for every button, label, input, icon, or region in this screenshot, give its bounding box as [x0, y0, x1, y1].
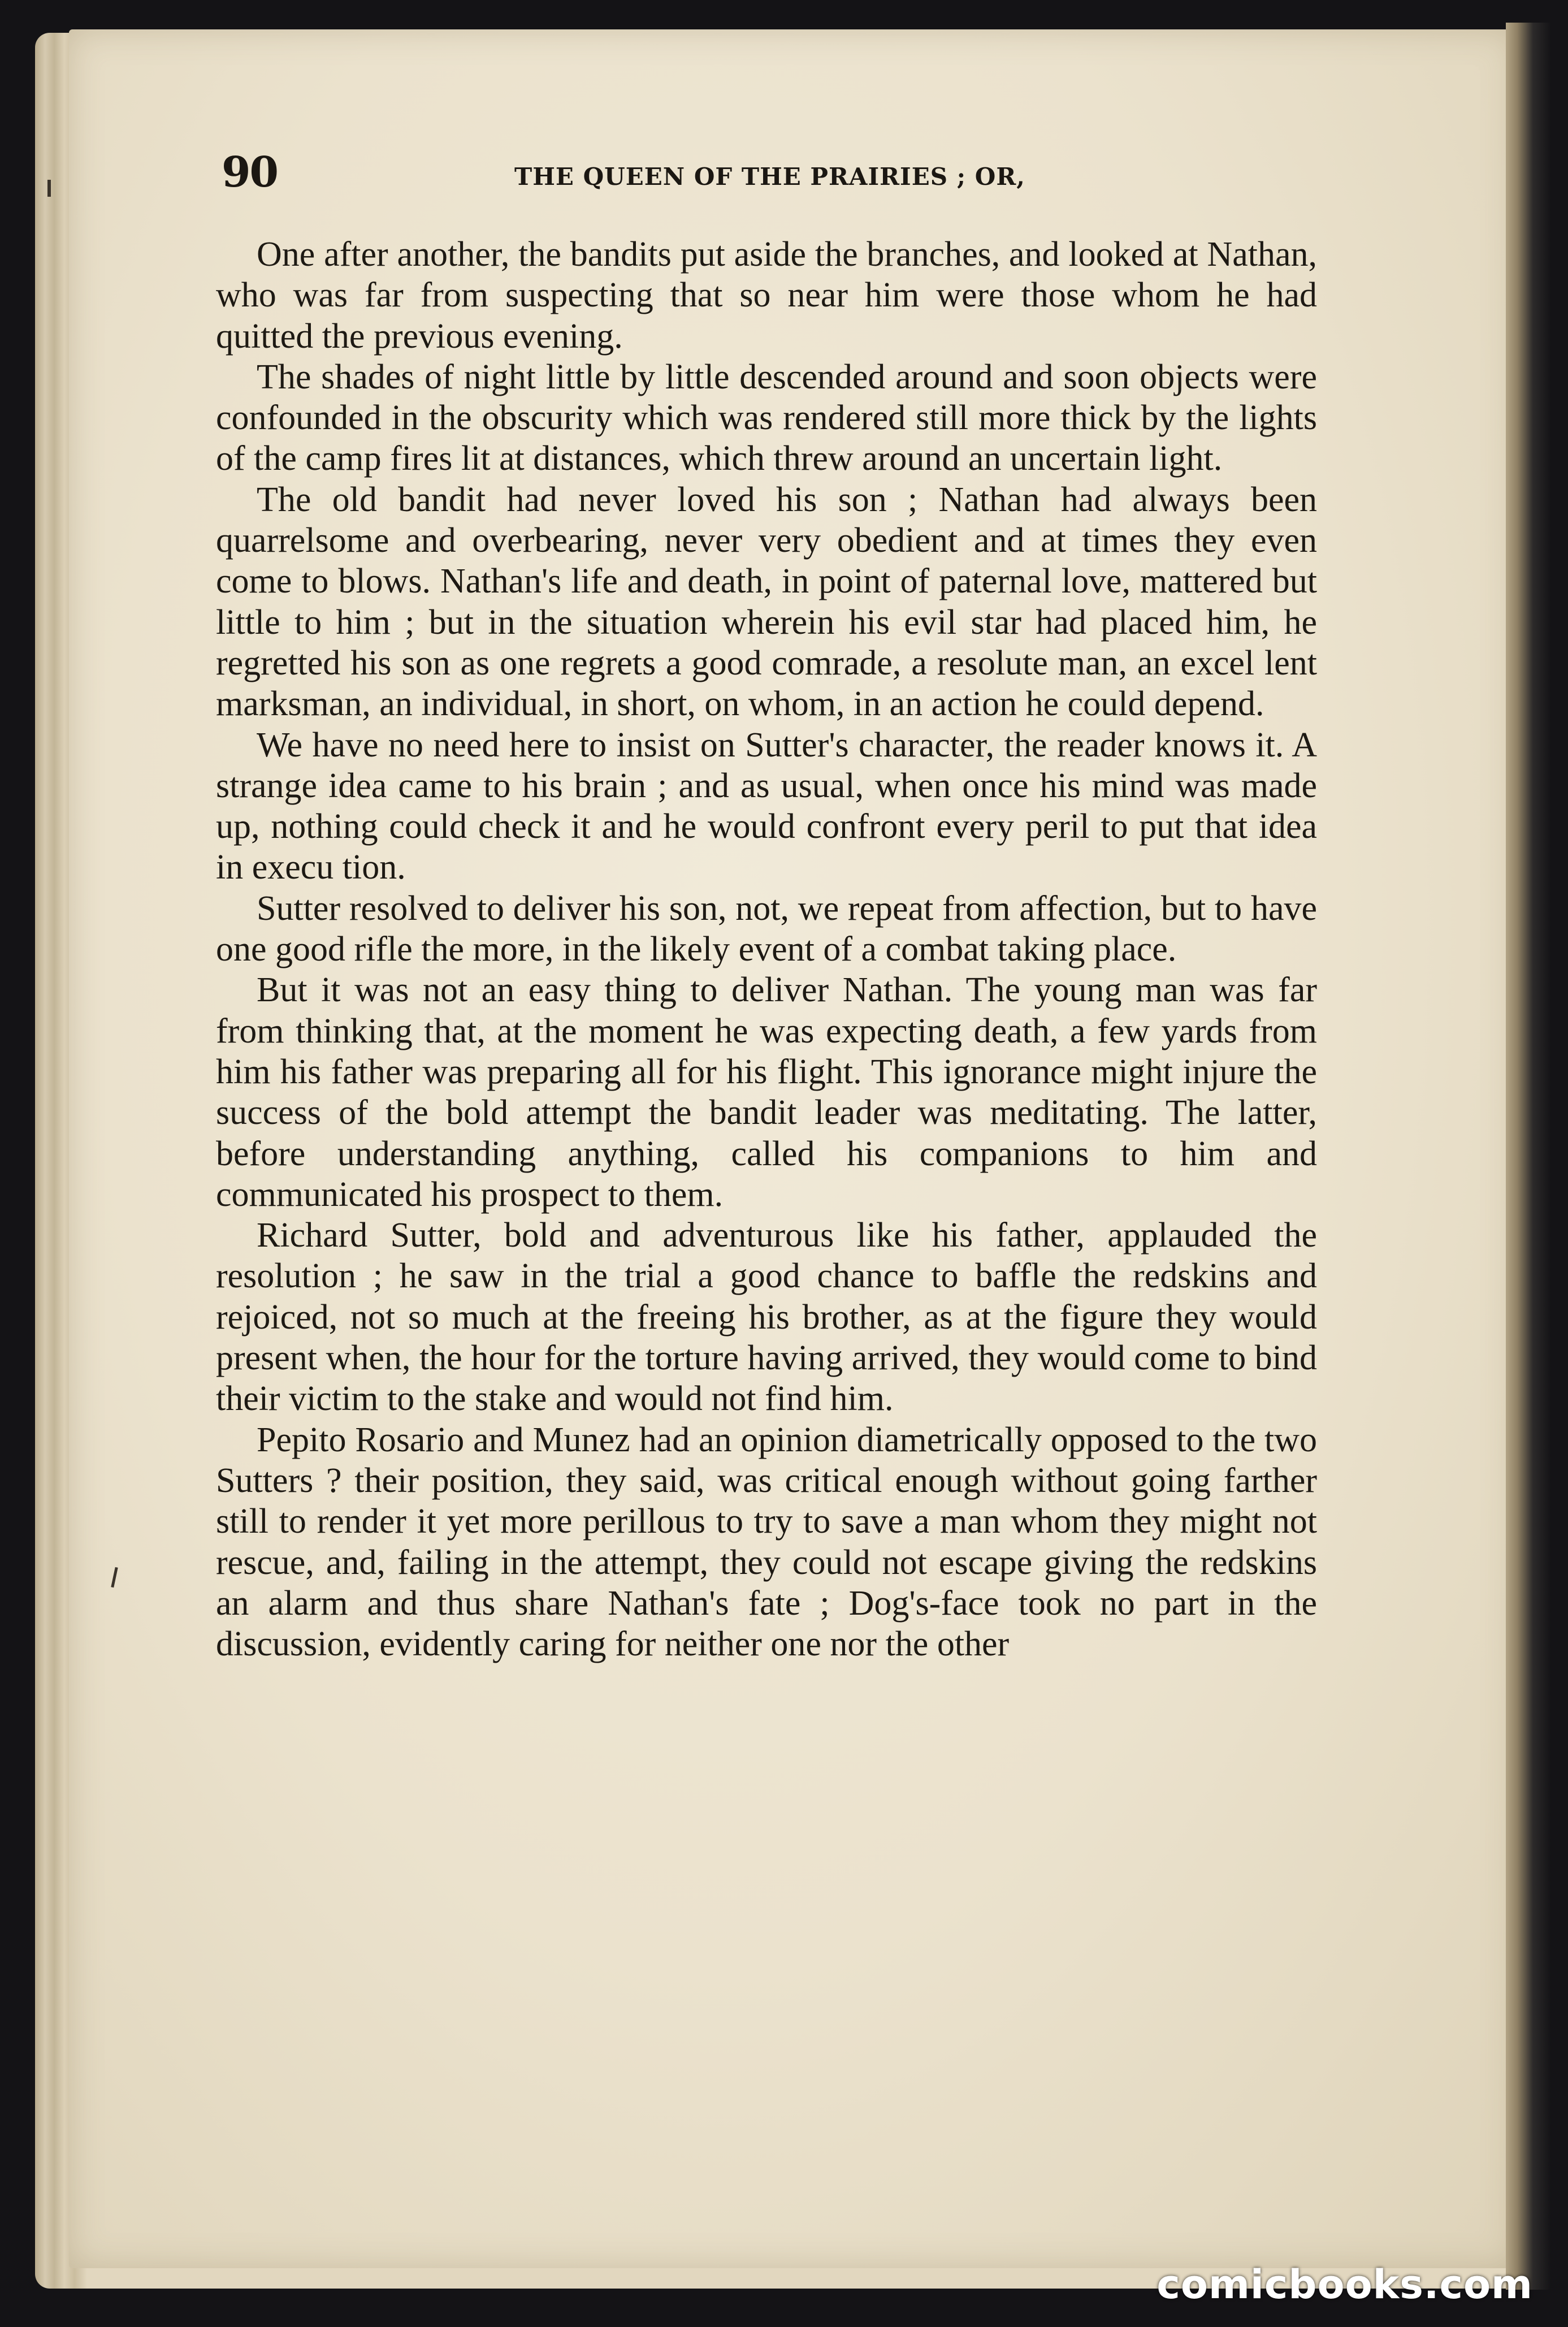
paragraph: Pepito Rosario and Munez had an opinion diametrically opposed to the two Sutters ? their position, they said, was critical enough without going farther still to render it yet more perillous to try to save a man whom they might not rescue, and, failing in the attempt, they could not escape giving the redskins an alarm and thus share Nathan's fate ; Dog's-face took no part in the discussion, evidently caring for neither one nor the other — [216, 1420, 1317, 1664]
paragraph: One after another, the bandits put aside the branches, and looked at Nathan, who was far from suspecting that so near him were those whom he had quitted the previous evening. — [216, 235, 1317, 356]
paragraph: But it was not an easy thing to deliver Nathan. The young man was far from thinking that, at the moment he was expecting death, a few yards from him his father was preparing all for his flight. This ignorance might injure the success of the bold attempt the bandit leader was meditating. The latter, before understanding anything, called his companions to him and communicated his prospect to them. — [216, 971, 1317, 1214]
page-number: 90 — [222, 148, 278, 197]
margin-mark — [47, 180, 51, 197]
running-title: THE QUEEN OF THE PRAIRIES ; OR, — [514, 163, 1025, 191]
page-header — [215, 148, 1266, 205]
body-text — [216, 234, 1317, 1664]
paragraph: We have no need here to insist on Sutter's character, the reader knows it. A strange idea came to his brain ; and as usual, when once his mind was made up, nothing could check it and he would confront every peril to put that idea in execu tion. — [216, 725, 1317, 887]
book-gutter — [1506, 23, 1568, 2290]
paragraph: The shades of night little by little descended around and soon objects were confounded in the obscurity which was rendered still more thick by the lights of the camp fires lit at distances, which threw around an uncertain light. — [216, 357, 1317, 478]
paragraph: Richard Sutter, bold and adventurous like his father, applauded the resolution ; he saw in the trial a good chance to baffle the redskins and rejoiced, not so much at the freeing his brother, as at the figure they would present when, the hour for the torture having arrived, they would come to bind their victim to the stake and would not find him. — [216, 1216, 1317, 1418]
paragraph: Sutter resolved to deliver his son, not, we repeat from affection, but to have one good rifle the more, in the likely event of a combat taking place. — [216, 889, 1317, 969]
watermark-text: comicbooks.com — [1156, 2261, 1533, 2308]
paragraph: The old bandit had never loved his son ; Nathan had always been quarrelsome and overbearing, never very obedient and at times they even come to blows. Nathan's life and death, in point of paternal love, mattered but little to him ; but in the situation wherein his evil star had placed him, he regretted his son as one regrets a good comrade, a resolute man, an excel lent marksman, an individual, in short, on whom, in an action he could depend. — [216, 480, 1317, 724]
